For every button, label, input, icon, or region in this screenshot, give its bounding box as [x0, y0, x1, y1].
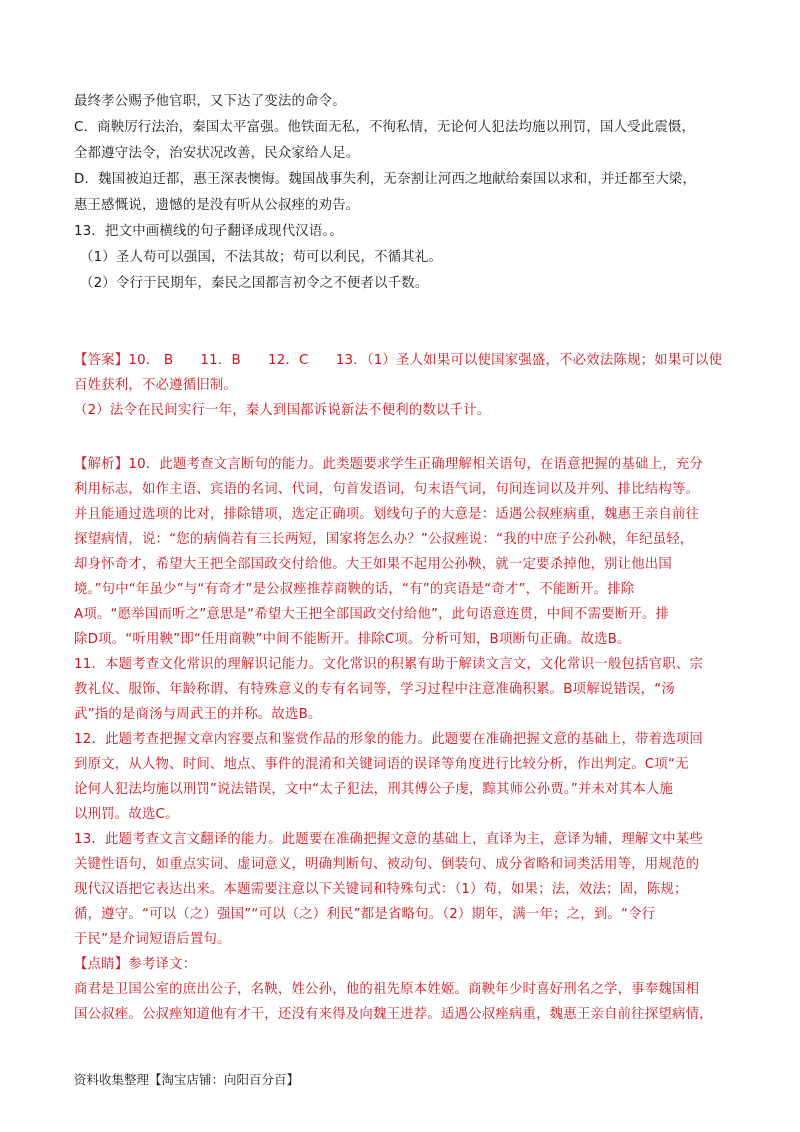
- analysis-line: 关键性语句，如重点实词、虚词意义，明确判断句、被动句、倒装句、成分省略和词类活用等，用规范的: [74, 857, 700, 872]
- analysis-line: 除D项。“听用鞅”即“任用商鞅”中间不能断开。排除C项。分析可知，B项断句正确。故选B。: [74, 632, 631, 647]
- question-13-sentence-1: （1）圣人苟可以强国，不法其故；苟可以利民，不循其礼。: [80, 250, 443, 265]
- translation-line: 国公叔痤。公叔痤知道他有才干，还没有来得及向魏王进荐。适遇公叔痤病重，魏惠王亲自前往探望病情，: [74, 1007, 713, 1022]
- analysis-line: 12．此题考查把握文章内容要点和鉴赏作品的形象的能力。此题要在准确把握文意的基础上，带着选项回: [74, 732, 704, 747]
- translation-line: 商君是卫国公室的庶出公子，名鞅，姓公孙，他的祖先原本姓姬。商鞅年少时喜好刑名之学，事奉魏国相: [74, 982, 700, 997]
- analysis-line: 【解析】10．此题考查文言断句的能力。此类题要求学生正确理解相关语句，在语意把握的基础上，充分: [74, 457, 704, 472]
- option-c-line: C．商鞅厉行法治，秦国太平富强。他铁面无私，不徇私情，无论何人犯法均施以刑罚，国人受此震慑，: [74, 120, 696, 135]
- option-d-line: 惠王感慨说，遗憾的是没有听从公叔痤的劝告。: [74, 198, 360, 213]
- analysis-line: 探望病情，说：“您的病倘若有三长两短，国家将怎么办？”公叔痤说：“我的中庶子公孙鞅，年纪虽轻，: [74, 532, 694, 547]
- analysis-line: 武”指的是商汤与周武王的并称。故选B。: [74, 707, 322, 722]
- reference-translation-heading: 【点睛】参考译文：: [74, 957, 197, 972]
- analysis-line: 教礼仪、服饰、年龄称谓、有特殊意义的专有名词等，学习过程中注意准确积累。B项解说错误，“汤: [74, 682, 675, 697]
- option-d-line: D．魏国被迫迁都，惠王深表懊悔。魏国战事失利，无奈割让河西之地献给秦国以求和，并迁都至大梁，: [74, 172, 697, 187]
- analysis-line: A项。“愿举国而听之”意思是“希望大王把全部国政交付给他”，此句语意连贯，中间不需要断开。排: [74, 607, 670, 622]
- analysis-line: 到原文，从人物、时间、地点、事件的混淆和关键词语的误译等角度进行比较分析，作出判定。C项“无: [74, 757, 689, 772]
- analysis-line: 于民”是介词短语后置句。: [74, 932, 231, 947]
- question-line: 最终孝公赐予他官职，又下达了变法的命令。: [74, 94, 346, 109]
- analysis-line: 13．此题考查文言文翻译的能力。此题要在准确把握文意的基础上，直译为主，意译为辅，理解文中某些: [74, 832, 704, 847]
- analysis-line: 论何人犯法均施以刑罚”说法错误，文中“太子犯法，刑其傅公子虔，黥其师公孙贾。”并未对其本人施: [74, 782, 674, 797]
- analysis-line: 循，遵守。“可以（之）强国”“可以（之）利民”都是省略句。（2）期年，满一年；之，到。“令行: [74, 907, 656, 922]
- question-13-sentence-2: （2）令行于民期年，秦民之国都言初令之不便者以千数。: [80, 276, 429, 291]
- analysis-line: 并且能通过选项的比对，排除错项，选定正确项。划线句子的大意是：适遇公叔痤病重，魏惠王亲自前往: [74, 507, 700, 522]
- answer-line: 【答案】10． B 11．B 12．C 13．（1）圣人如果可以使国家强盛，不必效法陈规；如果可以使: [74, 353, 723, 368]
- analysis-line: 以刑罚。故选C。: [74, 807, 179, 822]
- analysis-line: 境。”句中“年虽少”与“有奇才”是公叔痤推荐商鞅的话，“有”的宾语是“奇才”，不能断开。排除: [74, 582, 635, 597]
- option-c-line: 全都遵守法令，治安状况改善，民众家给人足。: [74, 146, 360, 161]
- analysis-line: 11．本题考查文化常识的理解识记能力。文化常识的积累有助于解读文言文，文化常识一般包括官职、宗: [74, 657, 704, 672]
- analysis-line: 现代汉语把它表达出来。本题需要注意以下关键词和特殊句式：（1）苟，如果；法，效法；固，陈规；: [74, 882, 688, 897]
- question-13-prompt: 13．把文中画横线的句子翻译成现代汉语。。: [74, 224, 343, 239]
- answer-line: （2）法令在民间实行一年，秦人到国都诉说新法不便利的数以千计。: [74, 403, 491, 418]
- analysis-line: 利用标志，如作主语、宾语的名词、代词，句首发语词，句末语气词，句间连词以及并列、排比结构等。: [74, 482, 700, 497]
- page-footer: 资料收集整理【淘宝店铺：向阳百分百】: [74, 1072, 300, 1087]
- analysis-line: 却身怀奇才，希望大王把全部国政交付给他。大王如果不起用公孙鞅，就一定要杀掉他，别让他出国: [74, 557, 672, 572]
- answer-line: 百姓获利，不必遵循旧制。: [74, 378, 238, 393]
